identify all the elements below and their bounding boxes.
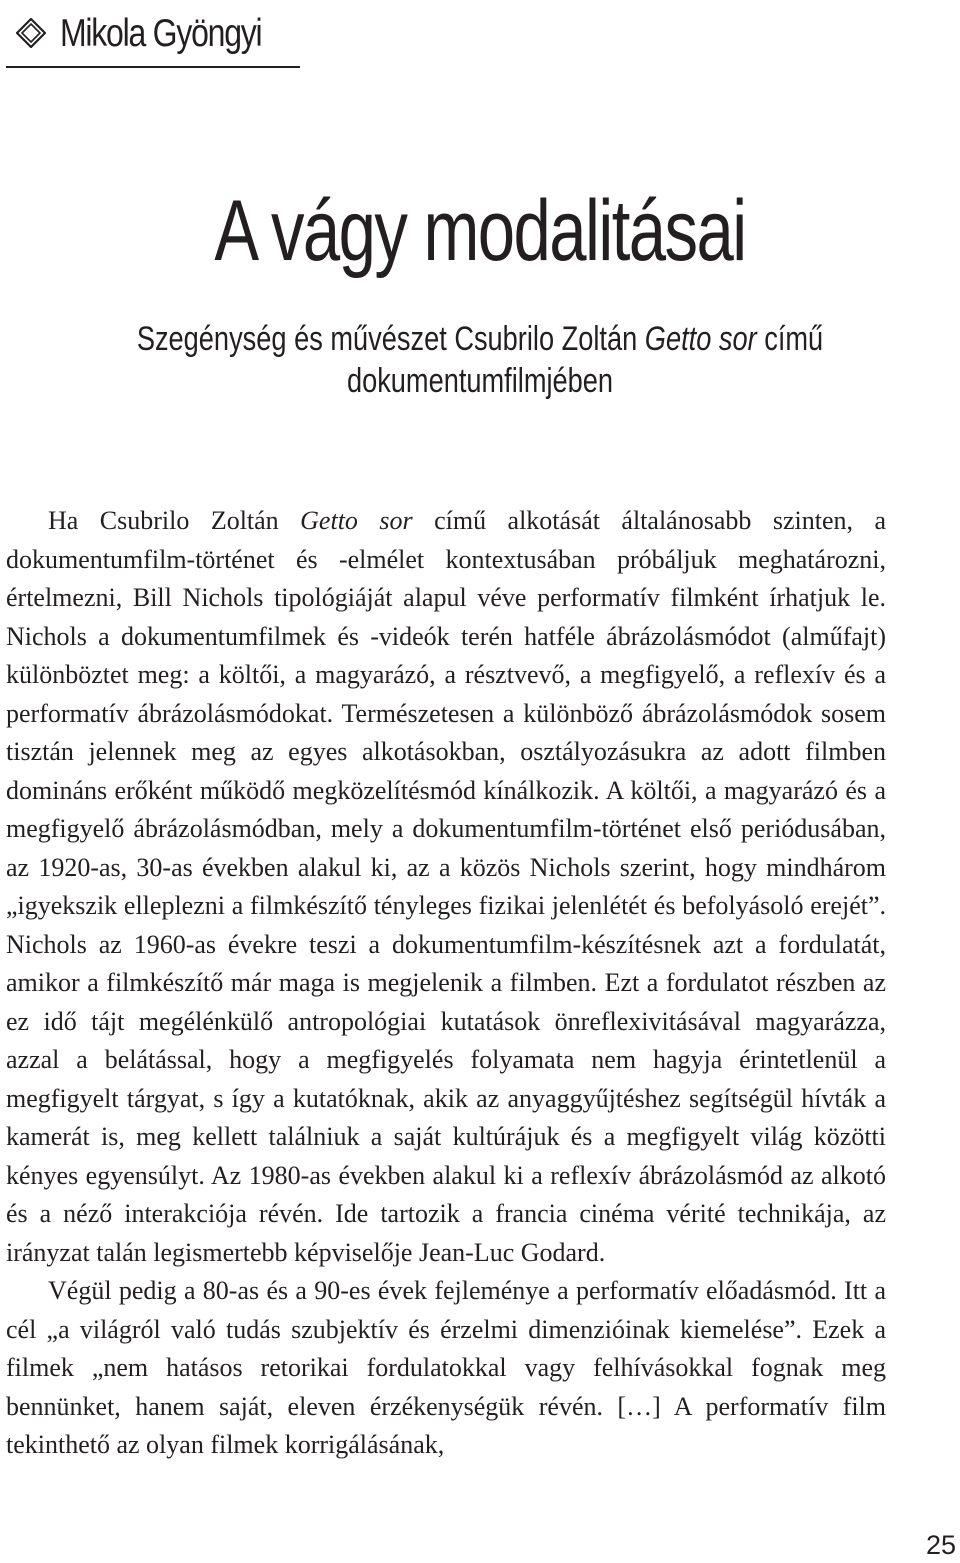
article-subtitle [96,318,864,402]
paragraph-1-start: Ha Csubrilo Zoltán [48,506,301,535]
author-name: Mikola Gyöngyi [60,11,262,55]
paragraph-1-rest: című alkotását általánosabb szinten, a dokumentumfilm-történet és -elmélet kontextusában próbáljuk meghatározni, értelmezni, Bill Nichols tipológiáját alapul véve performatív filmként írhatjuk le. Nichols a dokumentumfilmek és -videók terén hatféle ábrázolásmódot (alműfajt) különböztet meg: a költői, a magyarázó, a résztvevő, a megfigyelő, a reflexív és a performatív ábrázolásmódokat. Természetesen a különböző ábrázolásmódok sosem tisztán jelennek meg az egyes alkotásokban, osztályozásukra az adott filmben domináns erőként működő megközelítésmód kínálkozik. A költői, a magyarázó és a megfigyelő ábrázolásmódban, mely a dokumentumfilm-történet első periódusában, az 1920-as, 30-as években alakul ki, az a közös Nichols szerint, hogy mindhárom „igyekszik elleplezni a filmkészítő tényleges fizikai jelenlétét és befolyásoló erejét”. Nichols az 1960-as évekre teszi a dokumentumfilm-készítésnek azt a fordulatát, amikor a filmkészítő már maga is megjelenik a filmben. Ezt a fordulatot részben az ez idő tájt megélénkülő antropológiai kutatások önreflexivitásával magyarázza, azzal a belátással, hogy a megfigyelés folyamata nem hagyja érintetlenül a megfigyelt tárgyat, s így a kutatóknak, akik az anyaggyűjtéshez segítségül hívták a kamerát is, meg kellett találniuk a saját kultúrájuk és a megfigyelt világ közötti kényes egyensúlyt. Az 1980-as években alakul ki a reflexív ábrázolásmód az alkotó és a néző interakciója révén. Ide tartozik a francia cinéma vérité technikája, az irányzat talán legismertebb képviselője Jean-Luc Godard. [6,506,886,1267]
page-number: 25 [925,1530,956,1560]
author-header [6,0,300,68]
paragraph-1 [6,502,886,1272]
paragraph-2: Végül pedig a 80-as és a 90-es évek fejleménye a performatív előadásmód. Itt a cél „a világról való tudás szubjektív és érzelmi dimenzióinak kiemelése”. Ezek a filmek „nem hatásos retorikai fordulatokkal vagy felhívásokkal fognak meg bennünket, hanem saját, eleven érzékenységük révén. […] A performatív film tekinthető az olyan filmek korrigálásának, [6,1276,886,1459]
subtitle-text: Szegénység és művészet Csubrilo Zoltán [136,320,645,358]
article-title: A vágy modalitásai [214,183,746,279]
subtitle-text-end: című dokumentumfilmjében [346,320,824,400]
diamond-icon [16,18,46,48]
article-body [6,502,886,1465]
subtitle-film-title: Getto sor [644,320,757,358]
film-title: Getto sor [300,506,413,535]
